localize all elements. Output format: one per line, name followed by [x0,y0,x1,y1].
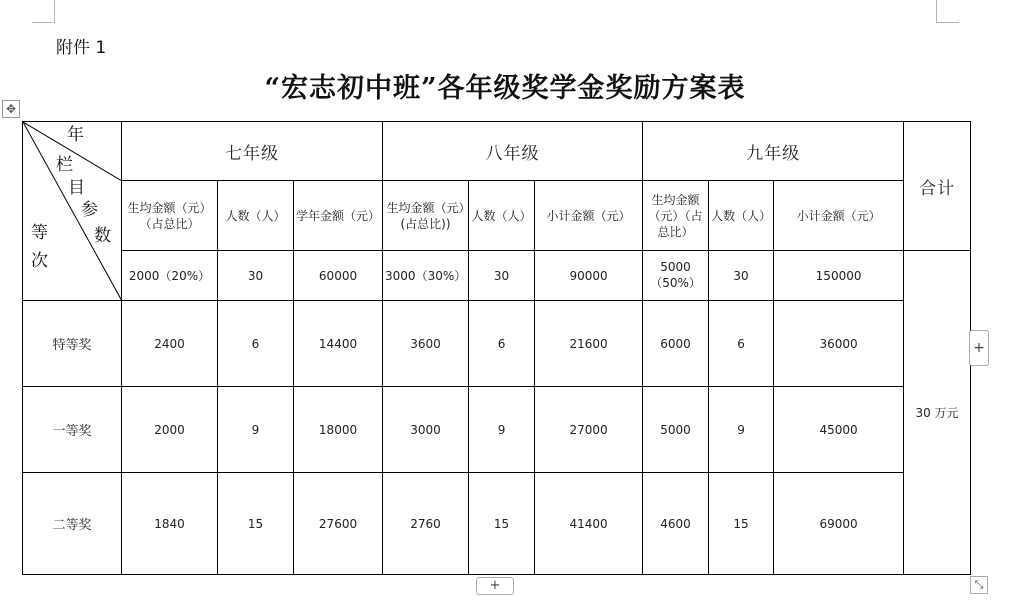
table-cell: 4600 [643,473,709,575]
page-corner-mark-right [936,0,959,23]
scholarship-table [22,121,971,575]
col-header: 人数（人） [218,181,294,251]
col-header: 小计金额（元） [535,181,643,251]
col-header: 小计金额（元） [774,181,904,251]
table-cell: 15 [469,473,535,575]
col-header: 学年金额（元） [294,181,383,251]
table-cell: 3600 [383,301,469,387]
level-label: 一等奖 [23,387,122,473]
table-cell: 6 [709,301,774,387]
table-cell: 15 [218,473,294,575]
diagonal-lines [23,122,122,301]
grade-header-8: 八年级 [383,122,643,181]
table-row [23,301,971,387]
base-cell: 2000（20%） [122,251,218,301]
table-row [23,473,971,575]
page-corner-mark-left [32,0,55,23]
table-cell: 14400 [294,301,383,387]
corner-label-lan: 栏 [56,155,73,175]
base-cell: 150000 [774,251,904,301]
col-header: 生均金额（元）(占总比)) [383,181,469,251]
table-cell: 9 [709,387,774,473]
table-cell: 41400 [535,473,643,575]
table-cell: 45000 [774,387,904,473]
corner-label-nian: 年 [67,125,84,145]
table-cell: 6 [469,301,535,387]
col-header: 人数（人） [469,181,535,251]
diagonal-header-cell [23,122,122,301]
table-cell: 21600 [535,301,643,387]
table-cell: 6 [218,301,294,387]
plus-icon[interactable]: + [969,330,989,366]
table-cell: 5000 [643,387,709,473]
table-row [23,387,971,473]
base-cell: 60000 [294,251,383,301]
plus-icon[interactable]: + [476,577,514,595]
base-cell: 30 [218,251,294,301]
table-cell: 9 [218,387,294,473]
page-title: “宏志初中班”各年级奖学金奖励方案表 [264,73,746,104]
level-label: 二等奖 [23,473,122,575]
table-cell: 15 [709,473,774,575]
base-cell: 30 [469,251,535,301]
table-cell: 2400 [122,301,218,387]
grade-header-9: 九年级 [643,122,904,181]
table-cell: 2000 [122,387,218,473]
grade-header-7: 七年级 [122,122,383,181]
base-cell: 3000（30%） [383,251,469,301]
base-cell: 90000 [535,251,643,301]
table-cell: 9 [469,387,535,473]
table-cell: 2760 [383,473,469,575]
attachment-label: 附件 1 [56,38,107,58]
level-label: 特等奖 [23,301,122,387]
total-value: 30 万元 [904,251,971,575]
table-cell: 69000 [774,473,904,575]
corner-label-ci: 次 [31,251,48,271]
corner-label-shu: 数 [94,226,111,246]
corner-label-can: 参 [81,200,98,220]
col-header: 生均金额（元）（占总比） [643,181,709,251]
table-cell: 6000 [643,301,709,387]
table-cell: 18000 [294,387,383,473]
corner-label-deng: 等 [31,223,48,243]
base-cell: 30 [709,251,774,301]
total-header: 合计 [904,122,971,251]
table-cell: 27000 [535,387,643,473]
base-cell: 5000（50%） [643,251,709,301]
col-header: 生均金额（元）（占总比） [122,181,218,251]
table-cell: 36000 [774,301,904,387]
corner-label-mu: 目 [68,178,85,198]
col-header: 人数（人） [709,181,774,251]
resize-icon[interactable]: ⤡ [970,576,988,594]
move-icon[interactable]: ✥ [2,100,20,118]
table-cell: 1840 [122,473,218,575]
table-cell: 27600 [294,473,383,575]
table-cell: 3000 [383,387,469,473]
